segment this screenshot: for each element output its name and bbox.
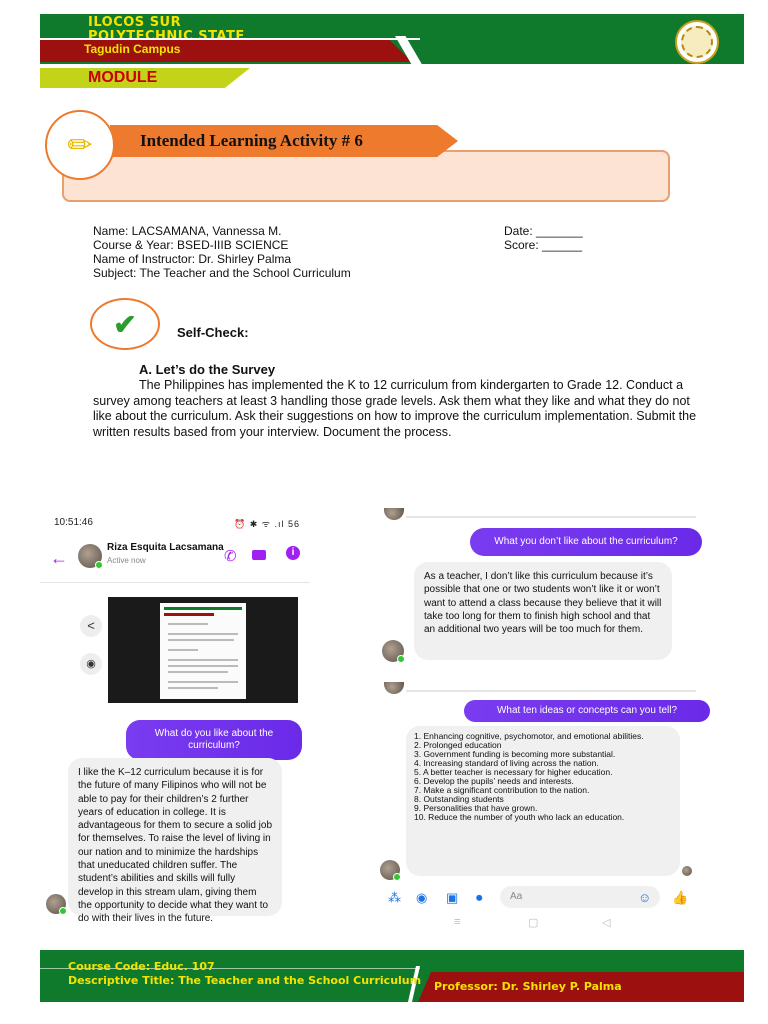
list-item: 2. Prolonged education	[414, 740, 502, 750]
pencil-icon: ✏	[67, 128, 93, 162]
student-course: Course & Year: BSED-IIIB SCIENCE	[93, 238, 289, 252]
shared-document-image[interactable]	[108, 597, 298, 703]
info-icon[interactable]: i	[286, 546, 300, 560]
student-instructor: Name of Instructor: Dr. Shirley Palma	[93, 252, 292, 266]
avatar	[384, 682, 404, 694]
chat-screenshot-left	[40, 510, 310, 925]
list-item: 5. A better teacher is necessary for higher education.	[414, 767, 613, 777]
school-seal-icon	[675, 20, 719, 64]
video-call-icon[interactable]	[252, 550, 266, 560]
status-time: 10:51:46	[54, 517, 93, 528]
microphone-icon[interactable]: ⏺	[476, 890, 483, 905]
survey-title: A. Let’s do the Survey	[139, 362, 276, 377]
back-icon[interactable]: ◁	[602, 917, 611, 929]
campus-name: Tagudin Campus	[84, 42, 181, 56]
camera-icon[interactable]: ◉	[80, 653, 102, 675]
activity-box	[62, 150, 670, 202]
self-check-badge	[90, 298, 160, 350]
course-code: Course Code: Educ. 107	[68, 960, 215, 973]
date-field: Date: _______	[504, 224, 583, 238]
thumbs-up-icon[interactable]: 👍	[672, 890, 689, 905]
share-icon[interactable]: <	[80, 615, 102, 637]
grading-info	[504, 224, 583, 252]
read-receipt-avatar	[682, 866, 692, 876]
home-icon[interactable]: ▢	[528, 917, 539, 929]
school-name-line2	[88, 30, 245, 36]
school-name	[88, 16, 245, 36]
header-divider	[40, 38, 420, 40]
activity-title: Intended Learning Activity # 6	[140, 131, 363, 150]
message-edge	[406, 690, 696, 692]
self-check-label: Self-Check:	[177, 325, 249, 340]
list-item: 6. Develop the pupils’ needs and interests.	[414, 776, 574, 786]
message-answer-like: I like the K–12 curriculum because it is for the future of many Filipinos who will not be able to pay for their children’s 2 further years of education in college. It is advantageous for them to secure a solid job for themselves. To raise the level of living in our nation and to minimize the hardships that uneducated children suffer. The student’s abilities and skills will fully develop in this stream ulam, giving them the opportunity to decide what they want to do with their lives in the future.	[68, 758, 282, 916]
back-arrow-icon[interactable]: ←	[50, 548, 68, 568]
descriptive-title: Descriptive Title: The Teacher and the School Curriculum	[68, 974, 422, 987]
status-icons: ⏰ ✱ ᯤ .ıl 56	[234, 519, 300, 529]
message-answer-dislike: As a teacher, I don’t like this curriculum because it’s possible that one or two students won’t like it or won’t want to attend a class because they believe that it will take too long for them to finish high school and that an additional two years will be too much for them.	[414, 562, 672, 660]
chat-header-divider	[40, 582, 310, 583]
android-nav-bar	[376, 914, 714, 934]
list-item: 3. Government funding is becoming more substantial.	[414, 749, 616, 759]
school-name-line1: ILOCOS SUR	[88, 15, 182, 30]
message-question-ideas: What ten ideas or concepts can you tell?	[464, 700, 710, 722]
contact-name: Riza Esquita Lacsamana	[107, 542, 224, 553]
list-item: 7. Make a significant contribution to the nation.	[414, 785, 590, 795]
list-item: 8. Outstanding students	[414, 794, 504, 804]
checkmark-icon: ✔	[113, 308, 137, 340]
avatar	[380, 860, 400, 880]
list-item: 10. Reduce the number of youth who lack an education.	[414, 812, 625, 822]
student-info	[93, 224, 351, 280]
chat-header	[40, 536, 310, 582]
student-subject: Subject: The Teacher and the School Curriculum	[93, 266, 351, 280]
avatar	[384, 508, 404, 520]
avatar	[78, 544, 102, 568]
list-item: 1. Enhancing cognitive, psychomotor, and emotional abilities.	[414, 731, 644, 741]
module-label: MODULE	[88, 69, 158, 86]
professor-name: Professor: Dr. Shirley P. Palma	[434, 980, 622, 993]
message-edge	[406, 516, 696, 518]
message-question-like: What do you like about the curriculum?	[126, 720, 302, 760]
student-name: Name: LACSAMANA, Vannessa M.	[93, 224, 282, 238]
score-field: Score: ______	[504, 238, 583, 252]
message-composer	[376, 882, 714, 912]
camera-icon[interactable]: ◉	[416, 890, 428, 905]
chat-screenshot-right	[376, 514, 714, 934]
survey-instructions: The Philippines has implemented the K to 12 curriculum from kindergarten to Grade 12. Conduct a survey among teachers at least 3 handling those grade levels. Ask them what they like and what they do not like about the curriculum. Ask their suggestions on how to improve the curriculum implementation. Submit the written results based from your interview. Document the process.	[93, 378, 697, 439]
footer-course-info	[68, 960, 421, 988]
message-answer-ideas	[406, 726, 680, 876]
message-question-dislike: What you don’t like about the curriculum?	[470, 528, 702, 556]
avatar	[46, 894, 66, 914]
contact-status: Active now	[107, 556, 146, 565]
avatar	[382, 640, 404, 662]
grid-menu-icon[interactable]: ⁂	[388, 890, 401, 905]
gallery-icon[interactable]: ▣	[446, 890, 459, 905]
phone-icon[interactable]: ✆	[224, 548, 237, 565]
message-input[interactable]: Aa	[500, 886, 660, 908]
recent-apps-icon[interactable]: ≡	[454, 916, 461, 928]
list-item: 9. Personalities that have grown.	[414, 803, 538, 813]
emoji-icon[interactable]: ☺	[638, 890, 652, 905]
list-item: 4. Increasing standard of living across the nation.	[414, 758, 599, 768]
activity-badge	[45, 110, 115, 180]
